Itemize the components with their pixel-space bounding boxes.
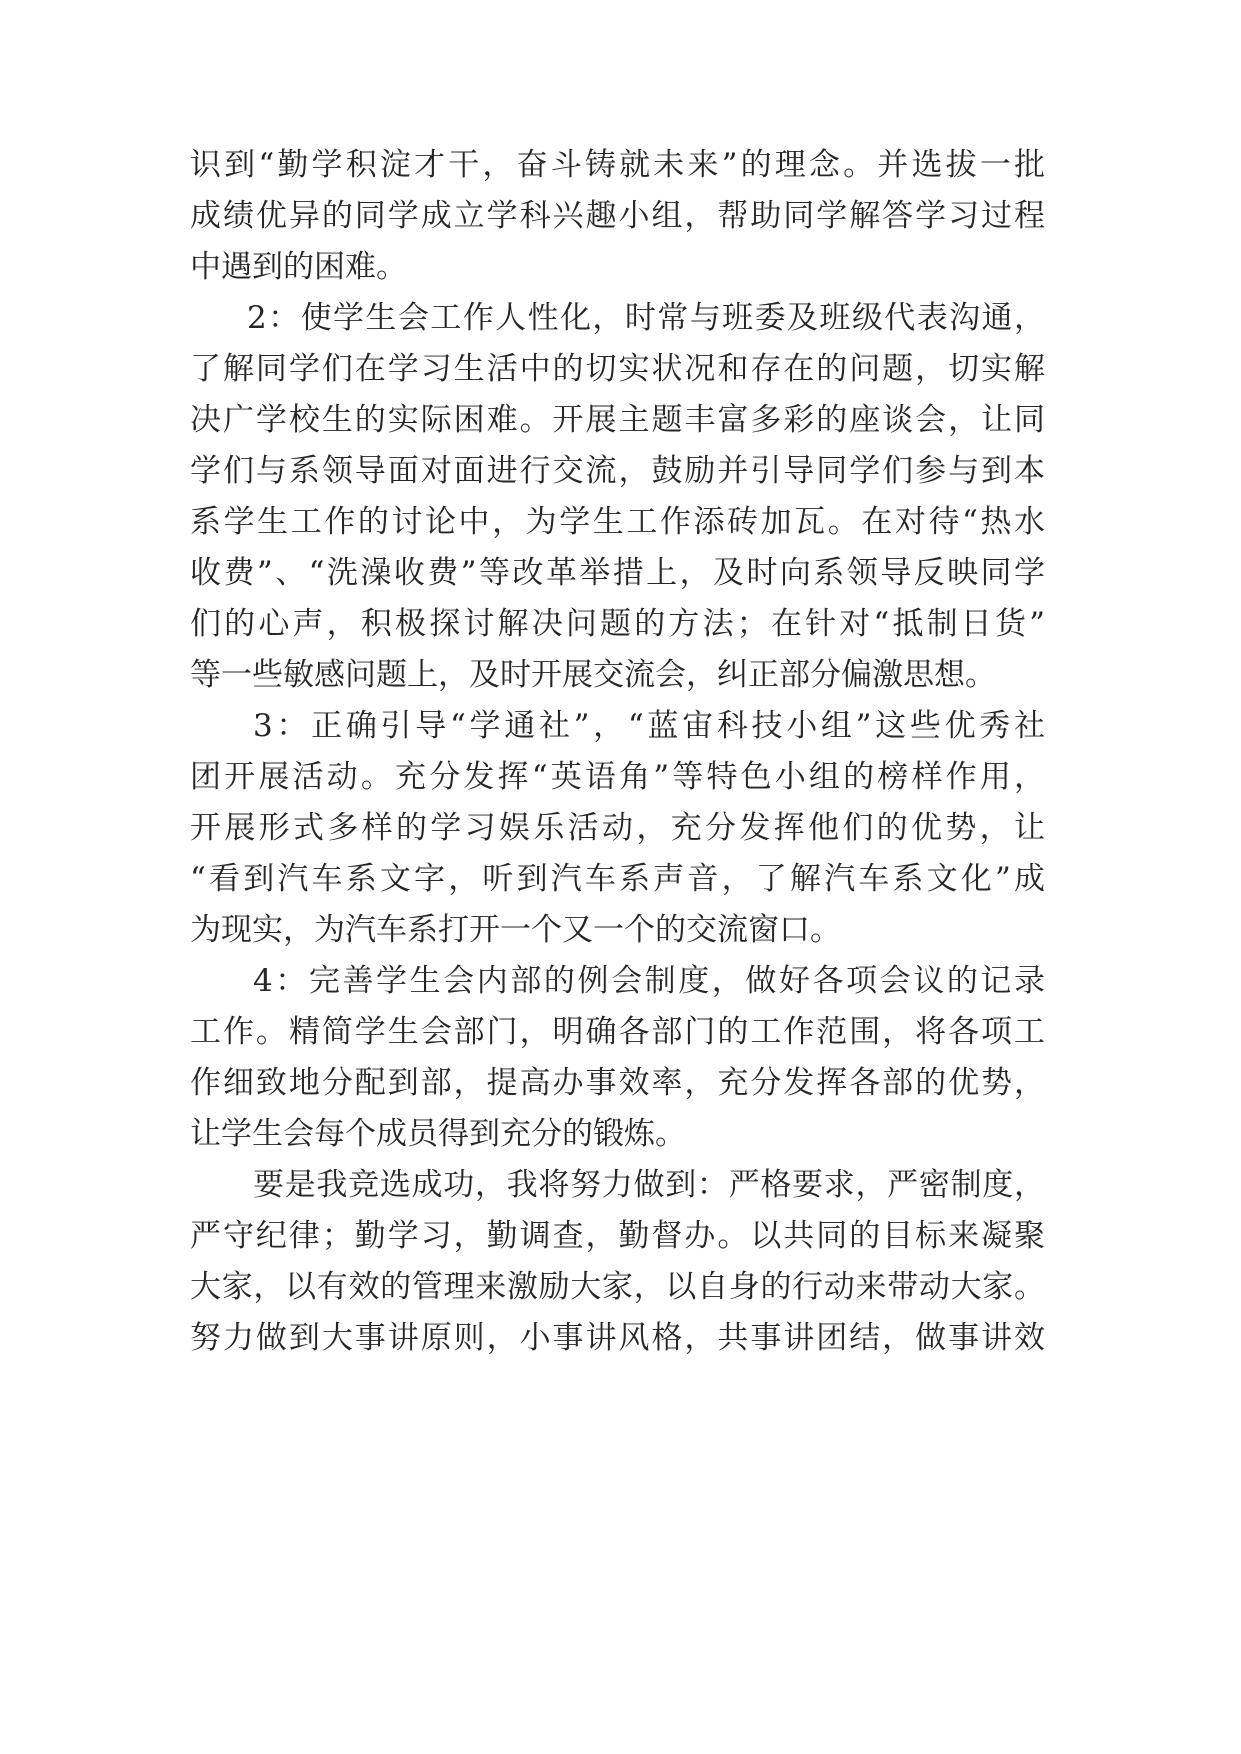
text-line: 严守纪律；勤学习，勤调查，勤督办。以共同的目标来凝聚 xyxy=(190,1218,1045,1254)
text-line: “看到汽车系文字，听到汽车系声音，了解汽车系文化”成 xyxy=(190,861,1045,897)
text-line: 收费”、“洗澡收费”等改革举措上，及时向系领导反映同学 xyxy=(190,555,1045,591)
text-line: 3：正确引导“学通社”，“蓝宙科技小组”这些优秀社 xyxy=(253,708,1045,744)
text-line: 系学生工作的讨论中，为学生工作添砖加瓦。在对待“热水 xyxy=(190,504,1045,540)
text-line: 中遇到的困难。 xyxy=(190,249,407,285)
text-line: 团开展活动。充分发挥“英语角”等特色小组的榜样作用， xyxy=(190,759,1045,795)
text-line: 大家，以有效的管理来激励大家，以自身的行动来带动大家。 xyxy=(190,1269,1045,1305)
text-line: 工作。精简学生会部门，明确各部门的工作范围，将各项工 xyxy=(190,1014,1045,1050)
text-line: 决广学校生的实际困难。开展主题丰富多彩的座谈会，让同 xyxy=(190,402,1045,438)
text-line: 为现实，为汽车系打开一个又一个的交流窗口。 xyxy=(190,912,841,948)
text-line: 努力做到大事讲原则，小事讲风格，共事讲团结，做事讲效 xyxy=(190,1320,1045,1356)
text-line: 成绩优异的同学成立学科兴趣小组，帮助同学解答学习过程 xyxy=(190,198,1045,234)
text-line: 开展形式多样的学习娱乐活动，充分发挥他们的优势，让 xyxy=(190,810,1045,846)
text-line: 作细致地分配到部，提高办事效率，充分发挥各部的优势， xyxy=(190,1065,1045,1101)
text-line: 让学生会每个成员得到充分的锻炼。 xyxy=(190,1116,686,1152)
text-line: 了解同学们在学习生活中的切实状况和存在的问题，切实解 xyxy=(190,351,1045,387)
text-line: 2：使学生会工作人性化，时常与班委及班级代表沟通， xyxy=(247,300,1045,336)
text-line: 识到“勤学积淀才干，奋斗铸就未来”的理念。并选拔一批 xyxy=(190,147,1045,183)
text-line: 4：完善学生会内部的例会制度，做好各项会议的记录 xyxy=(253,963,1045,999)
text-line: 学们与系领导面对面进行交流，鼓励并引导同学们参与到本 xyxy=(190,453,1045,489)
text-line: 等一些敏感问题上，及时开展交流会，纠正部分偏激思想。 xyxy=(190,657,996,693)
text-line: 要是我竞选成功，我将努力做到：严格要求，严密制度， xyxy=(253,1167,1045,1203)
text-line: 们的心声，积极探讨解决问题的方法；在针对“抵制日货” xyxy=(190,606,1045,642)
